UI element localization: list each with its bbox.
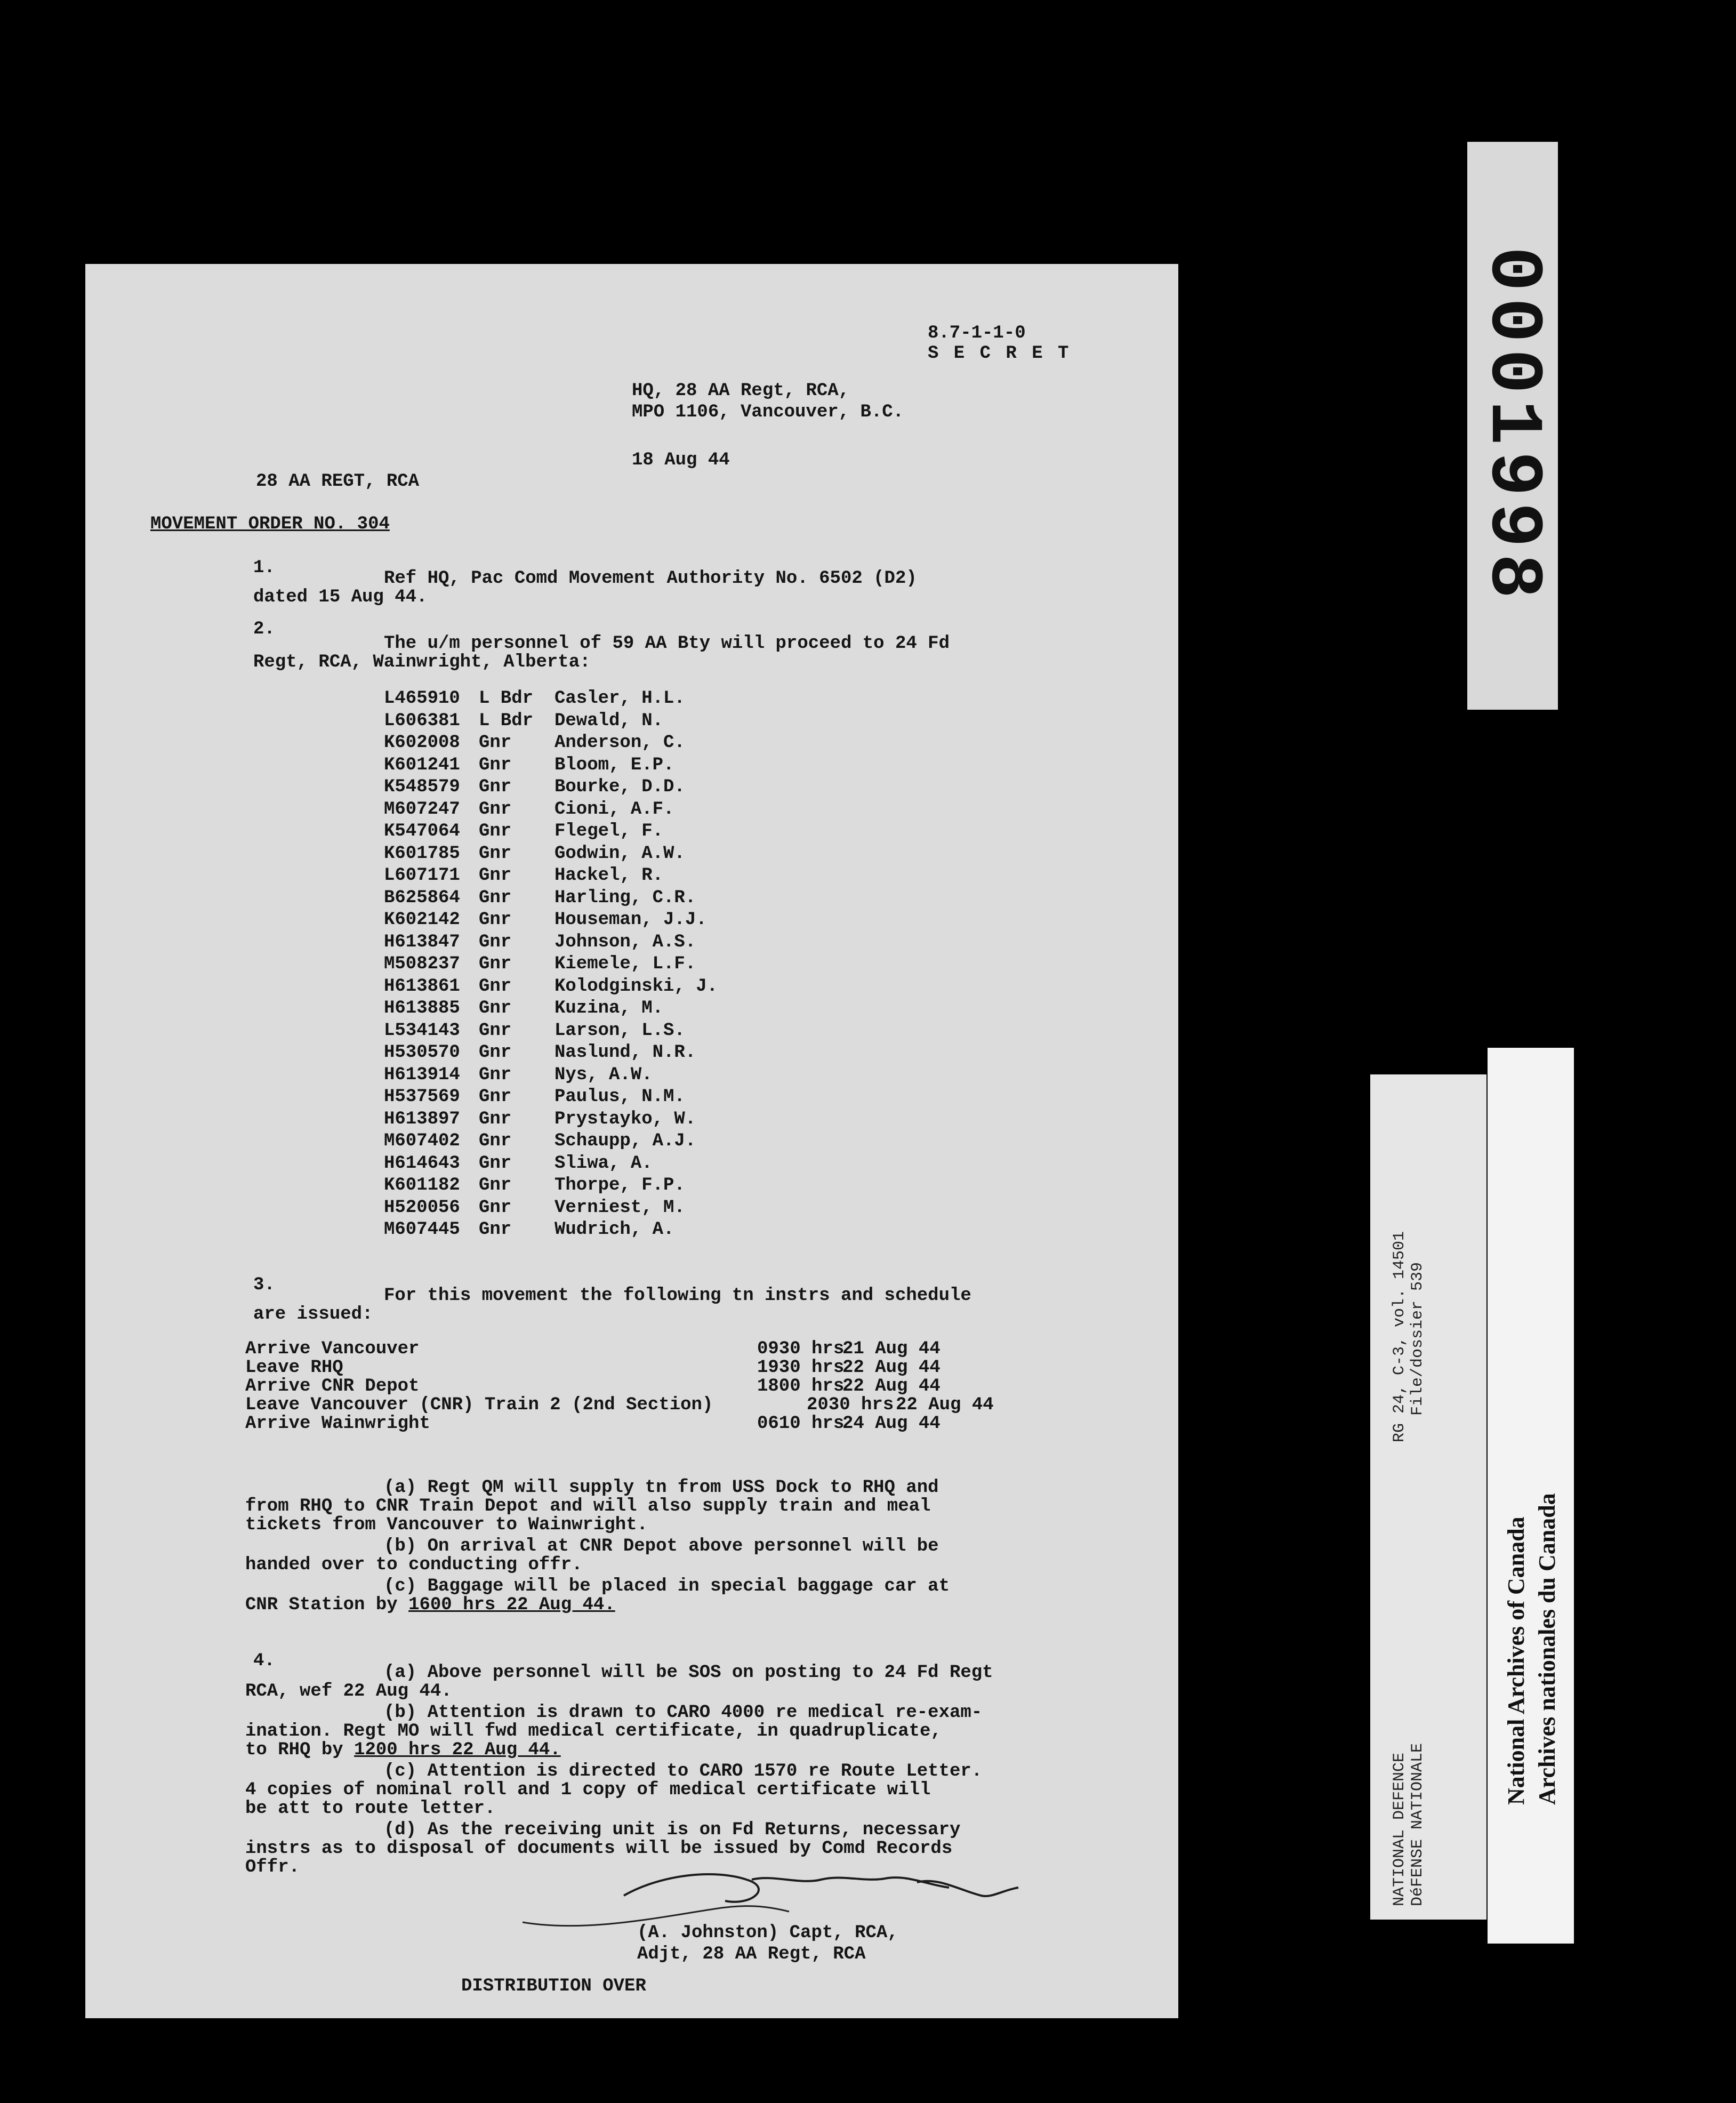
para4-d-line2: instrs as to disposal of documents will be issued by Comd Records: [245, 1839, 953, 1859]
signature-appointment: Adjt, 28 AA Regt, RCA: [637, 1944, 866, 1964]
order-title: MOVEMENT ORDER NO. 304: [150, 514, 390, 534]
baggage-deadline: 1600 hrs 22 Aug 44.: [408, 1595, 615, 1615]
personnel-rank: Gnr: [479, 1219, 512, 1240]
personnel-name: Bloom, E.P.: [554, 754, 674, 775]
personnel-name: Kiemele, L.F.: [554, 954, 696, 974]
personnel-no: L607171: [384, 865, 460, 886]
para4-c-line1: (c) Attention is directed to CARO 1570 re Route Letter.: [384, 1761, 983, 1781]
personnel-rank: Gnr: [479, 910, 512, 930]
para4-d-line3: Offr.: [245, 1857, 300, 1877]
personnel-name: Prystayko, W.: [554, 1109, 696, 1129]
personnel-no: M607247: [384, 799, 460, 820]
personnel-no: L465910: [384, 688, 460, 709]
document-page: [85, 264, 1178, 2018]
personnel-name: Kolodginski, J.: [554, 976, 718, 997]
personnel-rank: Gnr: [479, 865, 512, 886]
stamp-number: 0001998: [1470, 246, 1555, 605]
medical-deadline: 1200 hrs 22 Aug 44.: [354, 1740, 561, 1760]
para4-a-line2: RCA, wef 22 Aug 44.: [245, 1681, 452, 1701]
para4-a-line1: (a) Above personnel will be SOS on posting to 24 Fd Regt: [384, 1663, 993, 1683]
personnel-no: H520056: [384, 1197, 460, 1218]
schedule-time: 2030 hrs: [807, 1395, 894, 1415]
personnel-no: K601241: [384, 754, 460, 775]
unit-name: 28 AA REGT, RCA: [256, 471, 420, 492]
para1-line2: dated 15 Aug 44.: [253, 587, 428, 607]
personnel-rank: Gnr: [479, 1175, 512, 1195]
para4-b-line3: [245, 1739, 561, 1761]
personnel-name: Anderson, C.: [554, 733, 685, 753]
instr-c-line1: (c) Baggage will be placed in special baggage car at: [384, 1576, 950, 1596]
schedule-time: 1930 hrs: [757, 1358, 845, 1378]
personnel-no: K548579: [384, 777, 460, 797]
personnel-rank: Gnr: [479, 1087, 512, 1107]
personnel-no: B625864: [384, 887, 460, 908]
personnel-rank: L Bdr: [479, 710, 534, 731]
personnel-rank: L Bdr: [479, 688, 534, 709]
personnel-name: Cioni, A.F.: [554, 799, 674, 820]
schedule-time: 0930 hrs: [757, 1339, 845, 1359]
personnel-no: H613885: [384, 998, 460, 1018]
signature-name: (A. Johnston) Capt, RCA,: [637, 1923, 898, 1943]
instr-a-line1: (a) Regt QM will supply tn from USS Dock to RHQ and: [384, 1478, 939, 1498]
schedule-event: Leave Vancouver (CNR) Train 2 (2nd Section): [245, 1395, 713, 1415]
personnel-no: K547064: [384, 821, 460, 841]
personnel-no: M508237: [384, 954, 460, 974]
instr-b-line2: handed over to conducting offr.: [245, 1555, 583, 1575]
personnel-no: K601785: [384, 843, 460, 864]
archive-ref-line1: RG 24, C-3, vol. 14501: [1391, 1231, 1409, 1442]
schedule-event: Arrive Wainwright: [245, 1414, 430, 1434]
distribution-note: DISTRIBUTION OVER: [461, 1976, 646, 1996]
personnel-no: H613897: [384, 1109, 460, 1129]
para4-number: 4.: [253, 1651, 275, 1671]
personnel-name: Paulus, N.M.: [554, 1087, 685, 1107]
personnel-name: Dewald, N.: [554, 710, 664, 731]
personnel-rank: Gnr: [479, 777, 512, 797]
department-fr: DéFENSE NATIONALE: [1409, 1743, 1427, 1906]
personnel-name: Flegel, F.: [554, 821, 664, 841]
para1-line1: Ref HQ, Pac Comd Movement Authority No. 6502 (D2): [384, 568, 917, 589]
archives-name-en: National Archives of Canada: [1503, 1516, 1529, 1805]
schedule-date: 22 Aug 44: [842, 1358, 941, 1378]
personnel-name: Thorpe, F.P.: [554, 1175, 685, 1195]
personnel-no: L534143: [384, 1020, 460, 1041]
schedule-date: 21 Aug 44: [842, 1339, 941, 1359]
para4-b-line1: (b) Attention is drawn to CARO 4000 re medical re-exam-: [384, 1703, 983, 1723]
personnel-rank: Gnr: [479, 1042, 512, 1063]
personnel-rank: Gnr: [479, 887, 512, 908]
personnel-no: H613914: [384, 1064, 460, 1085]
personnel-name: Hackel, R.: [554, 865, 664, 886]
schedule-event: Leave RHQ: [245, 1358, 343, 1378]
personnel-name: Schaupp, A.J.: [554, 1131, 696, 1151]
personnel-no: H537569: [384, 1087, 460, 1107]
personnel-rank: Gnr: [479, 998, 512, 1018]
para3-number: 3.: [253, 1275, 275, 1295]
archive-reference-label: [1370, 1074, 1486, 1920]
para2-line2: Regt, RCA, Wainwright, Alberta:: [253, 652, 591, 672]
personnel-name: Harling, C.R.: [554, 887, 696, 908]
personnel-name: Godwin, A.W.: [554, 843, 685, 864]
personnel-no: H614643: [384, 1153, 460, 1174]
personnel-name: Nys, A.W.: [554, 1064, 653, 1085]
personnel-no: L606381: [384, 710, 460, 731]
instr-b-line1: (b) On arrival at CNR Depot above personnel will be: [384, 1536, 939, 1556]
para4-c-line2: 4 copies of nominal roll and 1 copy of medical certificate will: [245, 1780, 931, 1800]
personnel-name: Verniest, M.: [554, 1197, 685, 1218]
instr-a-line3: tickets from Vancouver to Wainwright.: [245, 1515, 648, 1535]
instr-c-line2: [245, 1594, 615, 1616]
personnel-no: K602142: [384, 910, 460, 930]
schedule-event: Arrive CNR Depot: [245, 1376, 420, 1396]
personnel-rank: Gnr: [479, 1020, 512, 1041]
schedule-time: 0610 hrs: [757, 1414, 845, 1434]
personnel-rank: Gnr: [479, 1109, 512, 1129]
personnel-name: Bourke, D.D.: [554, 777, 685, 797]
personnel-no: M607445: [384, 1219, 460, 1240]
para3-line1: For this movement the following tn instrs and schedule: [384, 1286, 971, 1306]
schedule-date: 22 Aug 44: [896, 1395, 994, 1415]
hq-address-line2: MPO 1106, Vancouver, B.C.: [632, 402, 904, 422]
para2-number: 2.: [253, 619, 275, 639]
para3-line2: are issued:: [253, 1304, 373, 1325]
personnel-no: K602008: [384, 733, 460, 753]
instr-c-line2-text: CNR Station by: [245, 1595, 409, 1615]
personnel-rank: Gnr: [479, 954, 512, 974]
personnel-name: Casler, H.L.: [554, 688, 685, 709]
department-en: NATIONAL DEFENCE: [1391, 1752, 1409, 1906]
personnel-rank: Gnr: [479, 733, 512, 753]
document-number-stamp: [1467, 142, 1558, 710]
personnel-rank: Gnr: [479, 1153, 512, 1174]
personnel-rank: Gnr: [479, 1064, 512, 1085]
personnel-rank: Gnr: [479, 932, 512, 952]
file-reference: 8.7-1-1-0: [928, 323, 1026, 343]
para4-b-line2: ination. Regt MO will fwd medical certificate, in quadruplicate,: [245, 1721, 942, 1741]
personnel-name: Johnson, A.S.: [554, 932, 696, 952]
personnel-no: H613861: [384, 976, 460, 997]
document-date: 18 Aug 44: [632, 450, 730, 470]
schedule-event: Arrive Vancouver: [245, 1339, 420, 1359]
para2-line1: The u/m personnel of 59 AA Bty will proceed to 24 Fd: [384, 633, 950, 654]
personnel-name: Larson, L.S.: [554, 1020, 685, 1041]
hq-address-line1: HQ, 28 AA Regt, RCA,: [632, 381, 850, 401]
national-archives-label: [1488, 1048, 1574, 1944]
personnel-name: Kuzina, M.: [554, 998, 664, 1018]
personnel-rank: Gnr: [479, 754, 512, 775]
personnel-no: H613847: [384, 932, 460, 952]
personnel-no: K601182: [384, 1175, 460, 1195]
personnel-rank: Gnr: [479, 1131, 512, 1151]
classification: S E C R E T: [928, 343, 1071, 364]
personnel-no: H530570: [384, 1042, 460, 1063]
personnel-rank: Gnr: [479, 821, 512, 841]
personnel-name: Naslund, N.R.: [554, 1042, 696, 1063]
personnel-name: Houseman, J.J.: [554, 910, 707, 930]
schedule-date: 24 Aug 44: [842, 1414, 941, 1434]
archive-ref-line2: File/dossier 539: [1409, 1262, 1427, 1416]
personnel-name: Wudrich, A.: [554, 1219, 674, 1240]
schedule-date: 22 Aug 44: [842, 1376, 941, 1396]
personnel-name: Sliwa, A.: [554, 1153, 653, 1174]
para4-b-line3-text: to RHQ by: [245, 1740, 355, 1760]
para4-d-line1: (d) As the receiving unit is on Fd Returns, necessary: [384, 1820, 961, 1840]
personnel-no: M607402: [384, 1131, 460, 1151]
schedule-time: 1800 hrs: [757, 1376, 845, 1396]
archives-name-fr: Archives nationales du Canada: [1534, 1493, 1560, 1805]
personnel-rank: Gnr: [479, 799, 512, 820]
personnel-rank: Gnr: [479, 976, 512, 997]
personnel-rank: Gnr: [479, 1197, 512, 1218]
para1-number: 1.: [253, 558, 275, 578]
para4-c-line3: be att to route letter.: [245, 1799, 496, 1819]
instr-a-line2: from RHQ to CNR Train Depot and will also supply train and meal: [245, 1496, 931, 1516]
personnel-rank: Gnr: [479, 843, 512, 864]
